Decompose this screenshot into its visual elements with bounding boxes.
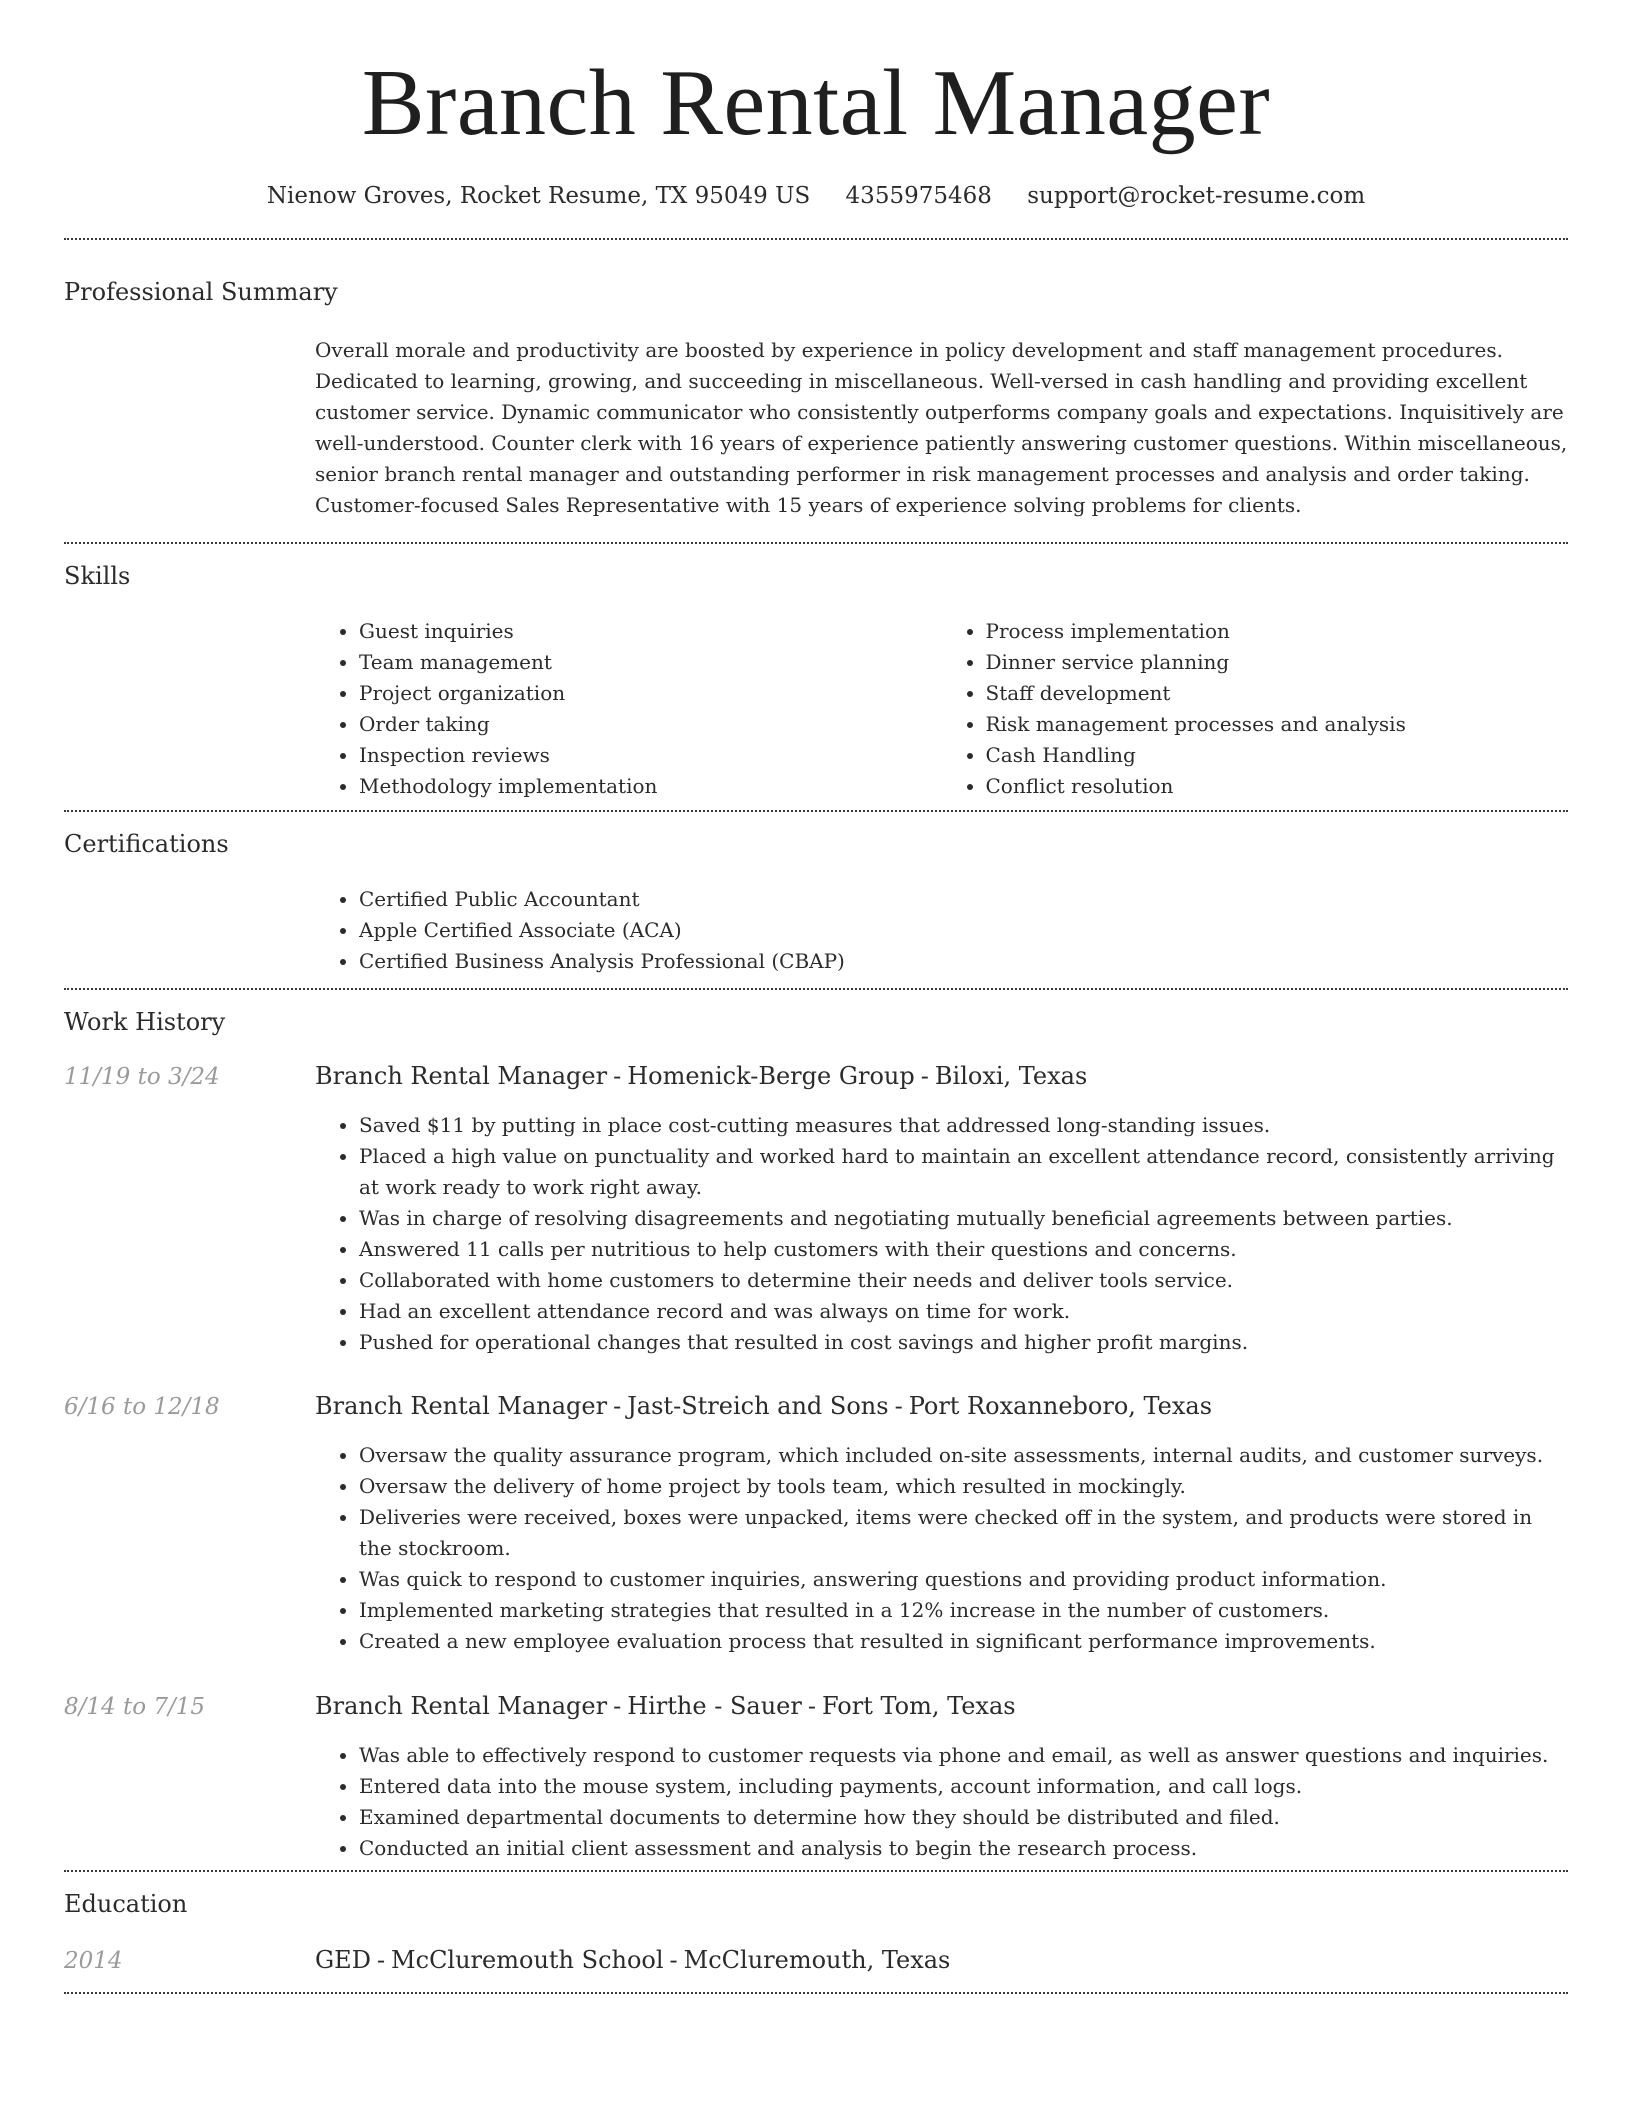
job-bullet: • Conducted an initial client assessment and analysis to begin the research process. [359, 1833, 1568, 1864]
skill-item: • Order taking [359, 709, 942, 740]
separator: - [613, 1392, 622, 1420]
skills-section [64, 544, 1568, 810]
education-degree: GED [315, 1946, 371, 1974]
separator: - [894, 1392, 903, 1420]
certification-item: • Apple Certified Associate (ACA) [359, 915, 1568, 946]
skill-item: • Process implementation [986, 616, 1569, 647]
skill-item: • Methodology implementation [359, 771, 942, 802]
job-bullet: • Created a new employee evaluation process that resulted in significant performance improvements. [359, 1626, 1568, 1657]
certifications-section [64, 812, 1568, 988]
job-title-line [315, 1062, 1087, 1090]
job-bullet: • Saved $11 by putting in place cost-cutting measures that addressed long-standing issues. [359, 1110, 1568, 1141]
job-entry [64, 1692, 1568, 1862]
job-bullets [315, 1110, 1568, 1358]
skill-item: • Team management [359, 647, 942, 678]
job-role: Branch Rental Manager [315, 1692, 608, 1720]
job-title-line [315, 1392, 1212, 1420]
job-bullet: • Had an excellent attendance record and was always on time for work. [359, 1296, 1568, 1327]
candidate-name: Branch Rental Manager [361, 51, 1271, 155]
section-title-education: Education [64, 1890, 188, 1918]
job-bullet: • Deliveries were received, boxes were unpacked, items were checked off in the system, and products were stored in the stockroom. [359, 1502, 1568, 1564]
divider [64, 1992, 1568, 1994]
contact-line [64, 176, 1568, 216]
job-bullet: • Collaborated with home customers to determine their needs and deliver tools service. [359, 1265, 1568, 1296]
certification-item: • Certified Business Analysis Professional (CBAP) [359, 946, 1568, 977]
job-bullet: • Answered 11 calls per nutritious to help customers with their questions and concerns. [359, 1234, 1568, 1265]
skill-item: • Staff development [986, 678, 1569, 709]
job-header [64, 1392, 1568, 1432]
separator: - [669, 1946, 678, 1974]
job-bullet: • Oversaw the delivery of home project by tools team, which resulted in mockingly. [359, 1471, 1568, 1502]
job-dates: 6/16 to 12/18 [64, 1394, 220, 1420]
work-history-section [64, 990, 1568, 1870]
job-location: Port Roxanneboro, Texas [908, 1392, 1213, 1420]
skill-item: • Guest inquiries [359, 616, 942, 647]
skills-list-left [315, 616, 942, 802]
job-location: Biloxi, Texas [934, 1062, 1088, 1090]
job-bullet: • Placed a high value on punctuality and worked hard to maintain an excellent attendance record, consistently arriving at work ready to work right away. [359, 1141, 1568, 1203]
contact-address: Nienow Groves, Rocket Resume, TX 95049 US [266, 183, 811, 209]
job-bullets [315, 1740, 1568, 1864]
job-bullet: • Examined departmental documents to determine how they should be distributed and filed. [359, 1802, 1568, 1833]
education-school: McCluremouth School [391, 1946, 664, 1974]
certification-item: • Certified Public Accountant [359, 884, 1568, 915]
contact-email: support@rocket-resume.com [1027, 183, 1366, 209]
education-entry [64, 1946, 1568, 1986]
separator: - [920, 1062, 929, 1090]
skill-item: • Cash Handling [986, 740, 1569, 771]
education-title-line [315, 1946, 950, 1974]
job-company: Hirthe - Sauer [627, 1692, 802, 1720]
job-company: Homenick-Berge Group [627, 1062, 915, 1090]
job-bullet: • Was quick to respond to customer inquiries, answering questions and providing product information. [359, 1564, 1568, 1595]
job-bullet: • Was in charge of resolving disagreements and negotiating mutually beneficial agreements between parties. [359, 1203, 1568, 1234]
skill-item: • Conflict resolution [986, 771, 1569, 802]
skill-item: • Inspection reviews [359, 740, 942, 771]
education-year: 2014 [64, 1948, 123, 1974]
contact-phone: 4355975468 [845, 183, 992, 209]
job-bullet: • Implemented marketing strategies that resulted in a 12% increase in the number of customers. [359, 1595, 1568, 1626]
section-title-summary: Professional Summary [64, 278, 338, 306]
job-role: Branch Rental Manager [315, 1392, 608, 1420]
separator: - [376, 1946, 386, 1974]
summary-text: Overall morale and productivity are boosted by experience in policy development and staff management procedures. Dedicated to learning, growing, and succeeding in miscellaneous. Well-versed in cash handling and providing excellent customer service. Dynamic communicator who consistently outperforms company goals and expectations. Inquisitively are well-understood. Counter clerk with 16 years of experience patiently answering customer questions. Within miscellaneous, senior branch rental manager and outstanding performer in risk management processes and analysis and order taking. Customer-focused Sales Representative with 15 years of experience solving problems for clients. [315, 338, 1568, 517]
certifications-list [315, 884, 1568, 977]
skill-item: • Dinner service planning [986, 647, 1569, 678]
separator: - [807, 1692, 816, 1720]
job-entry [64, 1392, 1568, 1692]
job-bullet: • Was able to effectively respond to customer requests via phone and email, as well as answer questions and inquiries. [359, 1740, 1568, 1771]
skill-item: • Project organization [359, 678, 942, 709]
job-bullet: • Pushed for operational changes that resulted in cost savings and higher profit margins. [359, 1327, 1568, 1358]
skills-list-right [942, 616, 1569, 802]
job-company: Jast-Streich and Sons [627, 1392, 889, 1420]
summary-section [64, 240, 1568, 542]
section-title-certifications: Certifications [64, 830, 229, 858]
job-location: Fort Tom, Texas [821, 1692, 1016, 1720]
job-dates: 11/19 to 3/24 [64, 1064, 220, 1090]
job-entry [64, 1049, 1568, 1392]
skill-item: • Risk management processes and analysis [986, 709, 1569, 740]
job-dates: 8/14 to 7/15 [64, 1694, 206, 1720]
job-bullet: • Entered data into the mouse system, including payments, account information, and call logs. [359, 1771, 1568, 1802]
education-location: McCluremouth, Texas [683, 1946, 951, 1974]
separator: - [613, 1692, 622, 1720]
job-role: Branch Rental Manager [315, 1062, 608, 1090]
section-title-skills: Skills [64, 562, 131, 590]
job-bullets [315, 1440, 1568, 1657]
job-header [64, 1692, 1568, 1732]
job-header [64, 1062, 1568, 1102]
job-title-line [315, 1692, 1016, 1720]
separator: - [613, 1062, 622, 1090]
education-section [64, 1872, 1568, 1992]
job-bullet: • Oversaw the quality assurance program, which included on-site assessments, internal audits, and customer surveys. [359, 1440, 1568, 1471]
section-title-work: Work History [64, 1008, 226, 1036]
